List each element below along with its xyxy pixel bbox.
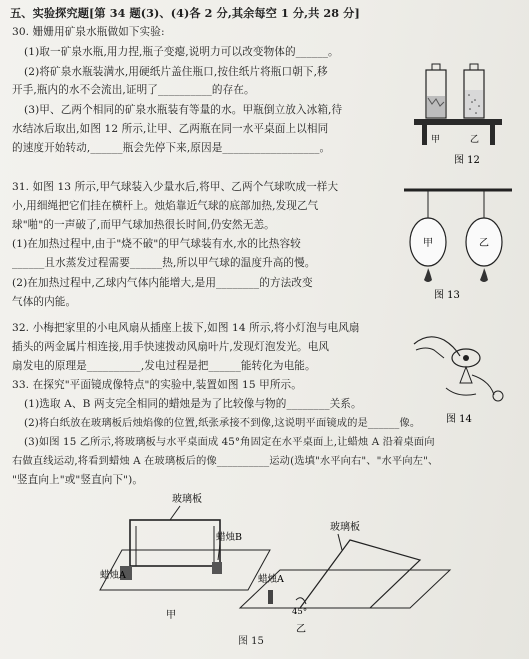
- q31-part2-line1: (2)在加热过程中,乙球内气体内能增大,是用________的方法改变: [12, 277, 313, 289]
- q32-stem-line2: 插头的两金属片相连接,用手快速拨动风扇叶片,发现灯泡发光。电风: [12, 341, 330, 353]
- figure-14: [406, 330, 524, 428]
- q33-part3-line2: 右做直线运动,将看到蜡烛 A 在玻璃板后的像__________运动(选填"水平向右"、"水平向左"、: [12, 455, 439, 467]
- candle-a-label-yi: 蜡烛A: [258, 574, 284, 585]
- candle-a-yi: [268, 590, 273, 604]
- section-title: [10, 6, 360, 20]
- table-leg-left: [422, 125, 427, 145]
- glass-pointer-yi: [338, 534, 342, 550]
- angle-arc: [296, 598, 306, 604]
- q30-part3-line3: 的速度开始转动,______瓶会先停下来,原因是__________________。: [12, 142, 331, 154]
- fan-stand: [460, 367, 472, 383]
- candle-a-label-jia: 蜡烛A: [100, 570, 126, 581]
- candle-b-label: 蜡烛B: [216, 532, 242, 543]
- fig14-caption: 图 14: [446, 414, 472, 425]
- bottle-jia-cap: [432, 64, 440, 70]
- q30-part3-line2: 水结冰后取出,如图 12 所示,让甲、乙两瓶在同一水平桌面上以相同: [12, 123, 329, 135]
- q30-stem: 30. 姗姗用矿泉水瓶做如下实验:: [12, 26, 165, 38]
- fig13-caption: 图 13: [434, 290, 460, 301]
- balloon-jia-label: 甲: [423, 238, 433, 249]
- q30-part3-line1: (3)甲、乙两个相同的矿泉水瓶装有等量的水。甲瓶倒立放入冰箱,待: [24, 104, 343, 116]
- flame-jia-icon: [424, 268, 432, 282]
- q31-stem-line3: 球"啪"的一声破了,而甲气球加热很长时间,仍安然无恙。: [12, 219, 275, 231]
- q33-part3-line3: "竖直向上"或"竖直向下")。: [12, 474, 144, 486]
- q30-part1: (1)取一矿泉水瓶,用力捏,瓶子变瘪,说明力可以改变物体的______。: [24, 46, 339, 58]
- fan-hub: [463, 355, 469, 361]
- hand-bottom-outline: [446, 388, 476, 395]
- balloon-yi-label: 乙: [479, 238, 489, 249]
- water-yi: [465, 90, 483, 117]
- glass-pointer-jia: [170, 506, 180, 520]
- angle-label: 45°: [292, 607, 308, 617]
- glass-plate-jia: [130, 520, 220, 566]
- q31-stem-line1: 31. 如图 13 所示,甲气球装入少量水后,将甲、乙两个气球吹成一样大: [12, 181, 339, 193]
- fig12-label-yi: 乙: [470, 135, 480, 145]
- q32-stem-line3: 扇发电的原理是__________,发电过程是把______能转化为电能。: [12, 360, 316, 372]
- fig15-caption: 图 15: [238, 636, 264, 647]
- table-top: [414, 119, 502, 125]
- wire: [472, 375, 494, 395]
- q30-part2-line1: (2)将矿泉水瓶装满水,用硬纸片盖住瓶口,按住纸片将瓶口朝下,移: [24, 66, 328, 78]
- candle-b-jia: [212, 562, 222, 574]
- section-title-text: 五、实验探究题: [10, 6, 90, 20]
- glass-label-jia: 玻璃板: [172, 494, 202, 505]
- q31-part2-line2: 气体的内能。: [12, 296, 77, 308]
- q32-stem-line1: 32. 小梅把家里的小电风扇从插座上拔下,如图 14 所示,将小灯泡与电风扇: [12, 322, 360, 334]
- hand-top-outline: [414, 337, 460, 356]
- bulb-icon: [493, 391, 503, 401]
- glass-label-yi: 玻璃板: [330, 522, 360, 533]
- glass-plate-yi: [300, 540, 420, 608]
- q31-stem-line2: 小,用细绳把它们挂在横杆上。烛焰靠近气球的底部加热,发现乙气: [12, 200, 319, 212]
- q33-stem: 33. 在探究"平面镜成像特点"的实验中,装置如图 15 甲所示。: [12, 379, 302, 391]
- fig15-label-yi: 乙: [296, 624, 306, 635]
- q33-part1: (1)选取 A、B 两支完全相同的蜡烛是为了比较像与物的________关系。: [24, 398, 362, 410]
- figure-13: [400, 184, 524, 304]
- figure-15-yi: [230, 520, 460, 640]
- hand-fingers: [416, 348, 444, 358]
- table-leg-right: [490, 125, 495, 145]
- q30-part2-line2: 开手,瓶内的水不会流出,证明了__________的存在。: [12, 84, 255, 96]
- fig12-label-jia: 甲: [431, 135, 441, 145]
- section-scoring-note: [第 34 题(3)、(4)各 2 分,其余每空 1 分,共 28 分]: [89, 6, 360, 20]
- fig15-label-jia: 甲: [166, 610, 176, 621]
- q33-part2: (2)将白纸放在玻璃板后烛焰像的位置,纸张承接不到像,这说明平面镜成的是______像。: [24, 417, 421, 429]
- q31-part1-line1: (1)在加热过程中,由于"烧不破"的甲气球装有水,水的比热容较: [12, 238, 301, 250]
- fig12-caption: 图 12: [454, 155, 480, 166]
- figure-12: [412, 62, 522, 170]
- flame-yi-icon: [480, 268, 488, 282]
- q33-part3-line1: (3)如图 15 乙所示,将玻璃板与水平桌面成 45°角固定在水平桌面上,让蜡烛 A 沿着桌面向: [24, 436, 435, 448]
- q31-part1-line2: ______且水蒸发过程需要______热,所以甲气球的温度升高的慢。: [12, 257, 316, 269]
- bottle-yi-cap: [470, 64, 478, 70]
